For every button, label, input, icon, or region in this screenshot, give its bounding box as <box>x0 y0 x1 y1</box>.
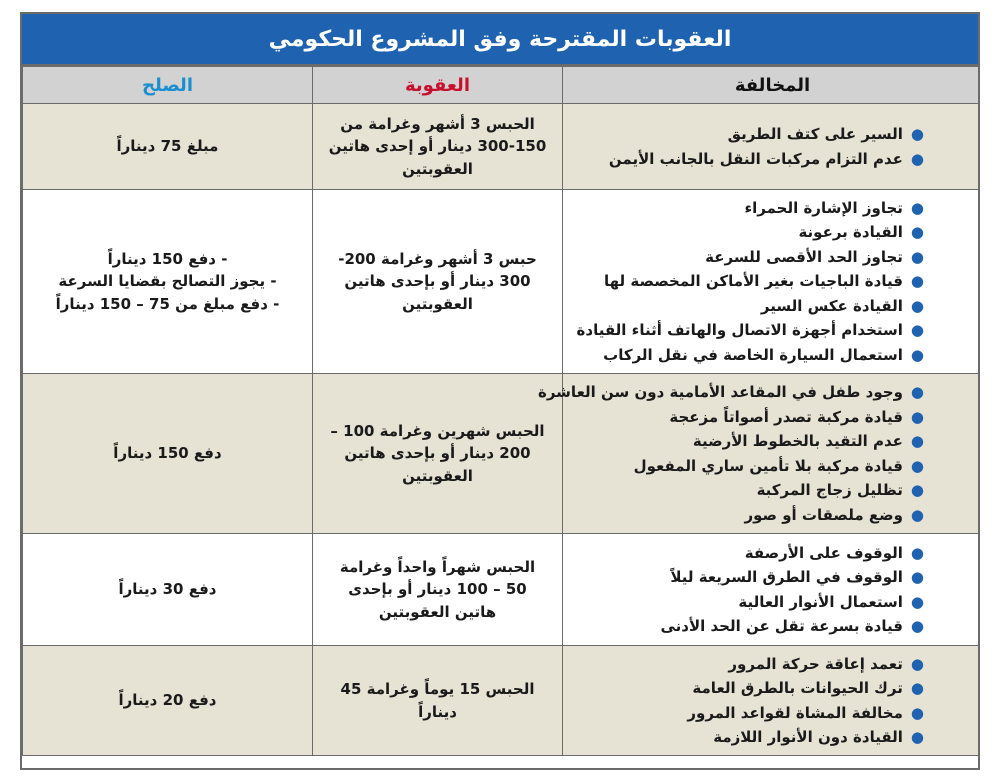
bullet-icon: ● <box>910 568 924 586</box>
bullet-icon: ● <box>910 592 924 611</box>
bullet-icon: ● <box>910 198 924 217</box>
violations-cell <box>563 104 981 190</box>
bullet-icon: ● <box>910 125 924 143</box>
table-row <box>23 374 981 534</box>
column-header-violation: المخالفة <box>563 67 981 104</box>
settlement-cell <box>23 646 313 756</box>
bullet-icon: ● <box>910 149 924 168</box>
violation-item: ●تجاوز الحد الأقصى للسرعة <box>563 245 924 270</box>
settlement-cell <box>23 374 313 534</box>
violation-item: ●القيادة برعونة <box>563 220 924 245</box>
settlement-line: - دفع 150 ديناراً <box>107 249 228 268</box>
violations-cell <box>563 534 981 646</box>
violation-item: ●قيادة بسرعة تقل عن الحد الأدنى <box>563 614 924 639</box>
settlement-line: دفع 20 ديناراً <box>118 691 217 710</box>
violation-item: ●القيادة عكس السير <box>563 294 924 319</box>
bullet-icon: ● <box>910 345 924 364</box>
violations-cell <box>563 646 981 756</box>
penalty-cell: الحبس 15 يوماً وغرامة 45 ديناراً <box>313 646 563 756</box>
violation-item: ●الوقوف في الطرق السريعة ليلاً <box>563 565 924 590</box>
violation-item: ●تجاوز الإشارة الحمراء <box>563 196 924 221</box>
bullet-icon: ● <box>910 247 924 266</box>
bullet-icon: ● <box>910 456 924 475</box>
bullet-icon: ● <box>910 432 924 450</box>
violation-item: ●قيادة الباجيات بغير الأماكن المخصصة لها <box>563 269 924 294</box>
violation-item: ●وجود طفل في المقاعد الأمامية دون سن العاشرة <box>563 380 924 405</box>
violation-item: ●السير على كتف الطريق <box>563 122 924 147</box>
violation-item: ●قيادة مركبة تصدر أصواتاً مزعجة <box>563 405 924 430</box>
violations-cell <box>563 190 981 374</box>
column-header-penalty: العقوبة <box>313 67 563 104</box>
settlement-cell <box>23 104 313 190</box>
bullet-icon: ● <box>910 703 924 722</box>
table-row <box>23 190 981 374</box>
settlement-line: دفع 150 ديناراً <box>113 444 222 463</box>
violation-item: ●تظليل زجاج المركبة <box>563 478 924 503</box>
violations-cell <box>538 374 981 534</box>
bullet-icon: ● <box>910 728 924 746</box>
column-header-settlement: الصلح <box>23 67 313 104</box>
settlement-cell <box>23 534 313 646</box>
bullet-icon: ● <box>910 407 924 426</box>
penalty-cell: الحبس 3 أشهر وغرامة من 150-300 دينار أو إحدى هاتين العقوبتين <box>313 104 563 190</box>
violation-item: ●عدم التزام مركبات النقل بالجانب الأيمن <box>563 147 924 172</box>
violation-item: ●الوقوف على الأرصفة <box>563 541 924 566</box>
settlement-line: دفع 30 ديناراً <box>118 580 217 599</box>
violation-item: ●عدم التقيد بالخطوط الأرضية <box>563 429 924 454</box>
violation-item: ●تعمد إعاقة حركة المرور <box>563 652 924 677</box>
violation-item: ●القيادة دون الأنوار اللازمة <box>563 725 924 750</box>
bullet-icon: ● <box>910 505 924 524</box>
violation-item: ●قيادة مركبة بلا تأمين ساري المفعول <box>563 454 924 479</box>
settlement-line: - يجوز التصالح بقضايا السرعة <box>58 272 277 291</box>
penalty-cell: الحبس شهرين وغرامة 100 – 200 دينار أو بإحدى هاتين العقوبتين <box>313 374 563 534</box>
bullet-icon: ● <box>910 296 924 315</box>
bullet-icon: ● <box>910 654 924 673</box>
penalty-cell: الحبس شهراً واحداً وغرامة 50 – 100 دينار أو بإحدى هاتين العقوبتين <box>313 534 563 646</box>
table-row <box>23 104 981 190</box>
bullet-icon: ● <box>910 223 924 242</box>
bullet-icon: ● <box>910 617 924 635</box>
bullet-icon: ● <box>910 383 924 401</box>
settlement-line: - دفع مبلغ من 75 – 150 ديناراً <box>55 294 280 313</box>
violation-item: ●استعمال الأنوار العالية <box>563 590 924 615</box>
settlement-cell <box>23 190 313 374</box>
bullet-icon: ● <box>910 272 924 291</box>
penalties-table <box>22 66 980 756</box>
violation-item: ●مخالفة المشاة لقواعد المرور <box>563 701 924 726</box>
violation-item: ●استعمال السيارة الخاصة في نقل الركاب <box>563 343 924 368</box>
bullet-icon: ● <box>910 543 924 562</box>
table-row <box>23 534 981 646</box>
penalties-table-frame <box>20 12 980 770</box>
penalty-cell: حبس 3 أشهر وغرامة 200-300 دينار أو بإحدى هاتين العقوبتين <box>313 190 563 374</box>
violation-item: ●استخدام أجهزة الاتصال والهاتف أثناء القيادة <box>563 318 924 343</box>
table-row <box>23 646 981 756</box>
bullet-icon: ● <box>910 321 924 340</box>
violation-item: ●وضع ملصقات أو صور <box>563 503 924 528</box>
settlement-line: مبلغ 75 ديناراً <box>116 137 219 156</box>
bullet-icon: ● <box>910 481 924 499</box>
bullet-icon: ● <box>910 679 924 697</box>
header-row <box>23 67 981 104</box>
table-title: العقوبات المقترحة وفق المشروع الحكومي <box>22 14 978 66</box>
violation-item: ●ترك الحيوانات بالطرق العامة <box>563 676 924 701</box>
